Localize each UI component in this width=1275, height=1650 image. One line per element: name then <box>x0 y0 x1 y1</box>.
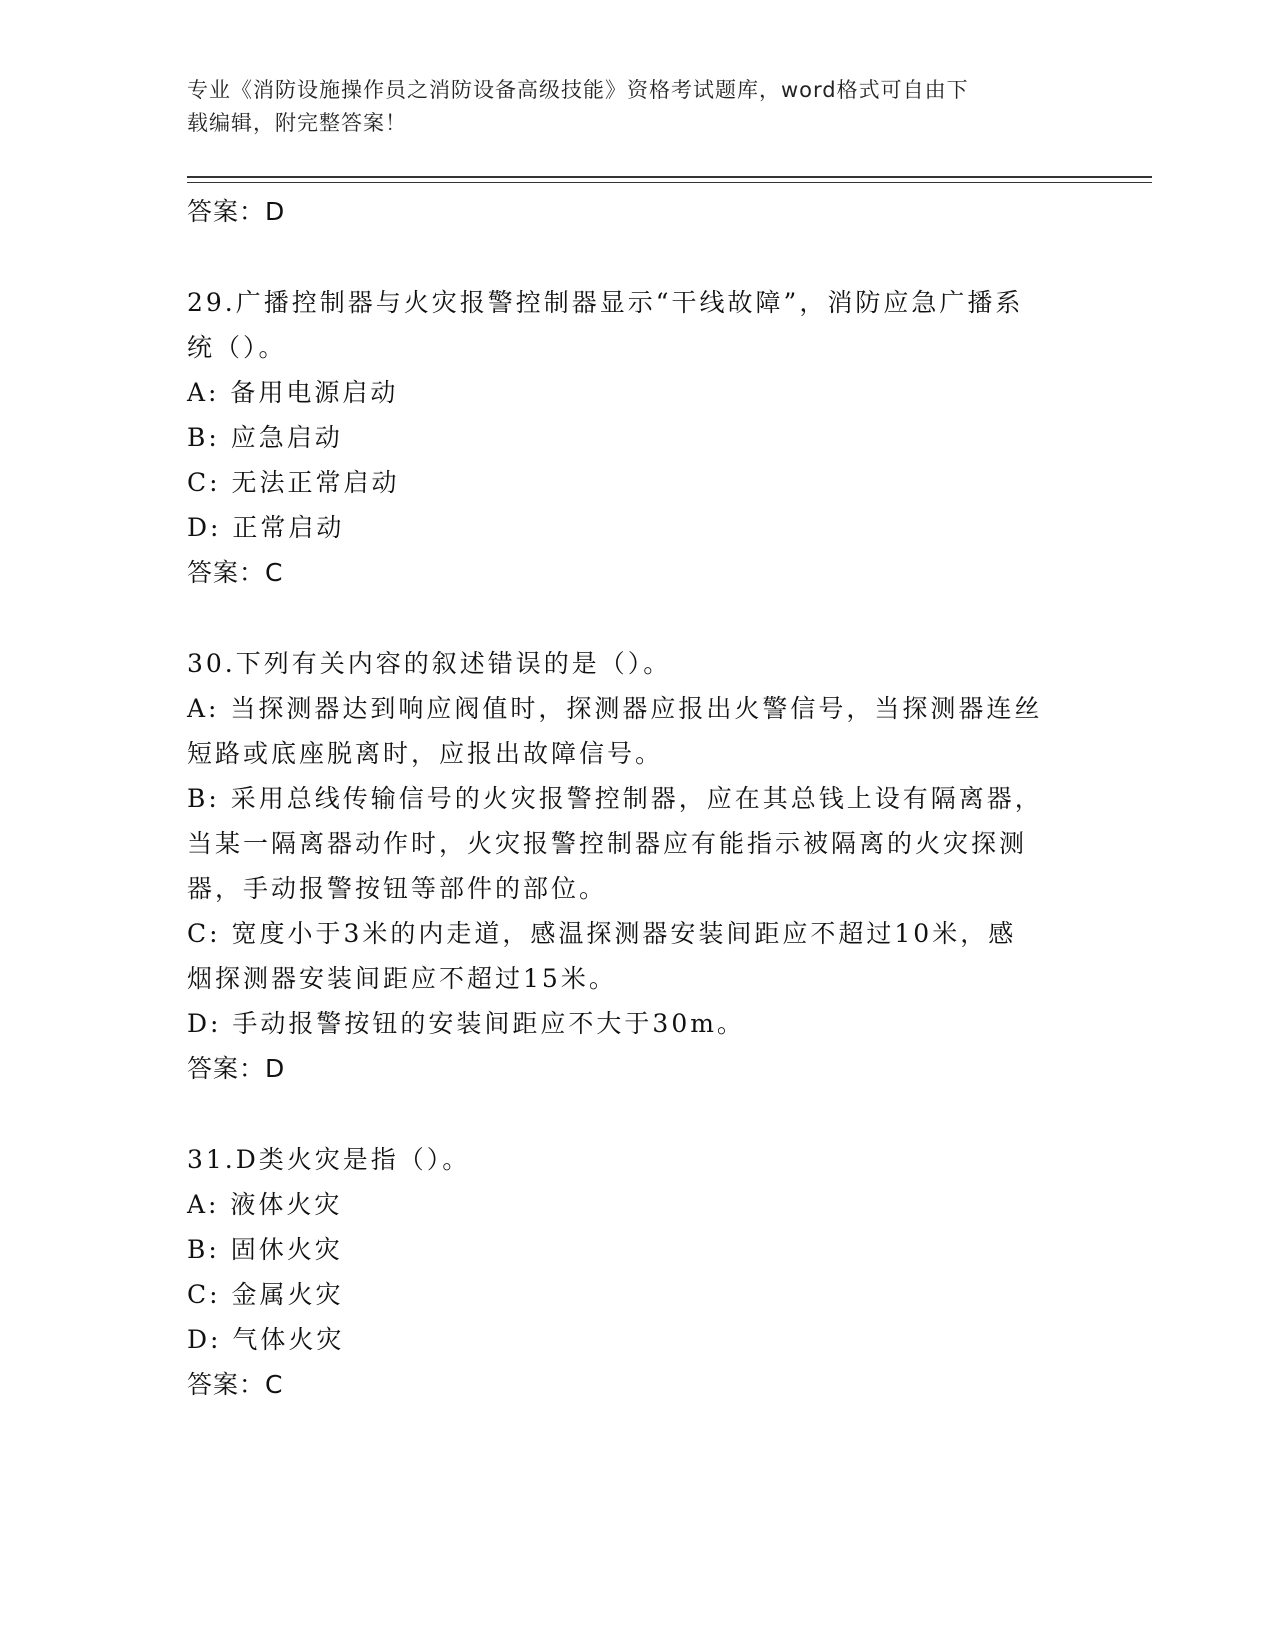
option-b-continued: 器，手动报警按钮等部件的部位。 <box>187 874 608 903</box>
question-stem-continued: 统（）。 <box>187 333 287 362</box>
spacer <box>187 1091 1087 1137</box>
question-31 <box>187 1137 1087 1407</box>
spacer <box>187 234 1087 280</box>
option-b: B: 采用总线传输信号的火灾报警控制器，应在其总钱上设有隔离器， <box>187 784 1043 813</box>
option-a: A: 备用电源启动 <box>187 378 399 407</box>
option-b: B: 应急启动 <box>187 423 343 452</box>
option-d: D: 手动报警按钮的安装间距应不大于30m。 <box>187 1009 745 1038</box>
question-stem: 30.下列有关内容的叙述错误的是（）。 <box>187 649 672 678</box>
option-b: B: 固休火灾 <box>187 1235 343 1264</box>
previous-answer: 答案：D <box>187 197 286 226</box>
option-d: D: 气体火灾 <box>187 1325 345 1354</box>
header-divider-thick <box>187 176 1152 178</box>
answer-line: 答案：D <box>187 1054 286 1083</box>
answer-line: 答案：C <box>187 558 284 587</box>
header-line-1: 专业《消防设施操作员之消防设备高级技能》资格考试题库，word格式可自由下 <box>187 78 969 102</box>
question-list <box>187 189 1087 1407</box>
header-line-2: 载编辑，附完整答案！ <box>187 111 407 135</box>
question-stem: 29.广播控制器与火灾报警控制器显示“干线故障”，消防应急广播系 <box>187 288 1024 317</box>
option-c: C: 无法正常启动 <box>187 468 400 497</box>
option-c: C: 宽度小于3米的内走道，感温探测器安装间距应不超过10米，感 <box>187 919 1017 948</box>
option-b-continued: 当某一隔离器动作时，火灾报警控制器应有能指示被隔离的火灾探测 <box>187 829 1028 858</box>
header-divider-thin <box>187 182 1152 183</box>
answer-line: 答案：C <box>187 1370 284 1399</box>
question-29 <box>187 280 1087 595</box>
question-30 <box>187 641 1087 1091</box>
question-stem: 31.D类火灾是指（）。 <box>187 1145 471 1174</box>
option-c: C: 金属火灾 <box>187 1280 344 1309</box>
option-a: A: 当探测器达到响应阀值时，探测器应报出火警信号，当探测器连丝 <box>187 694 1043 723</box>
spacer <box>187 595 1087 641</box>
option-c-continued: 烟探测器安装间距应不超过15米。 <box>187 964 617 993</box>
option-a: A: 液体火灾 <box>187 1190 343 1219</box>
option-d: D: 正常启动 <box>187 513 345 542</box>
page-header <box>187 74 1087 140</box>
option-a-continued: 短路或底座脱离时，应报出故障信号。 <box>187 739 664 768</box>
